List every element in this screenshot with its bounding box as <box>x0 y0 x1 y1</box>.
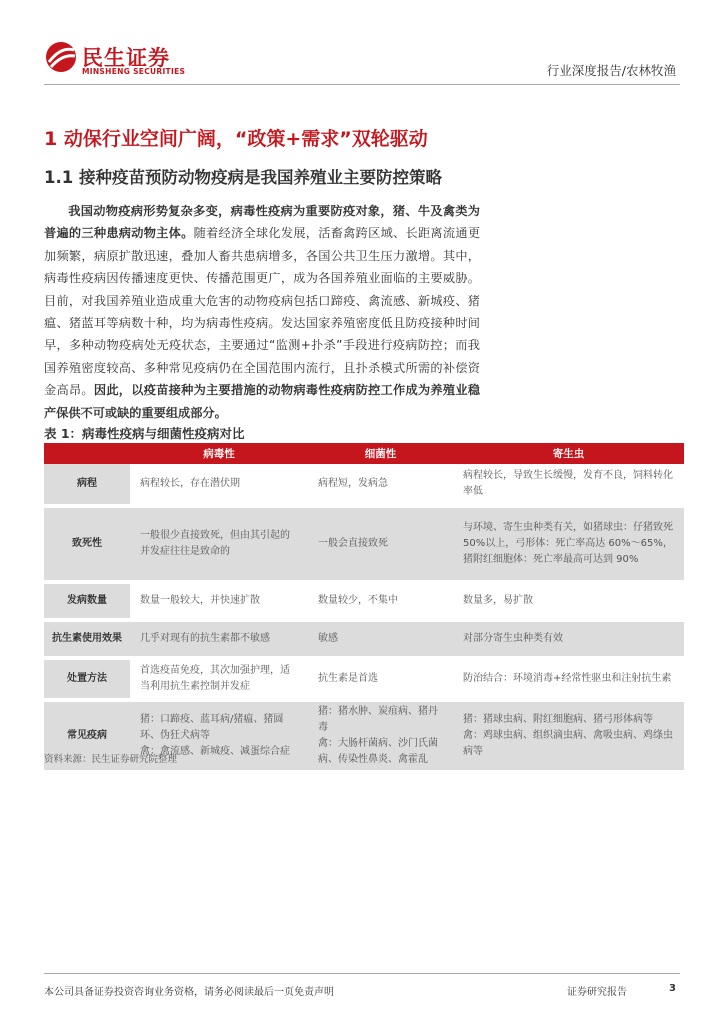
cell-viral: 猪：口蹄疫、蓝耳病/猪瘟、猪圆环、伪狂犬病等 禽：禽流感、新城疫、减蛋综合症 <box>130 700 308 772</box>
cell-parasite: 猪：猪球虫病、附红细胞病、猪弓形体病等 禽：鸡球虫病、组织滴虫病、禽吸虫病、鸡绦虫病等 <box>453 700 684 772</box>
footer-divider <box>44 973 680 974</box>
cell-parasite: 与环境、寄生虫种类有关，如猪球虫：仔猪致死50%以上，弓形体：死亡率高达 60%～65%，猪附红细胞体：死亡率最高可达到 90% <box>453 506 684 582</box>
footer-label: 证券研究报告 <box>567 987 627 998</box>
footer-disclaimer: 本公司具备证券投资咨询业务资格，请务必阅读最后一页免责声明 <box>44 987 334 998</box>
body-paragraph <box>44 200 480 424</box>
table-header-cell <box>44 443 130 464</box>
table-row <box>44 582 684 620</box>
row-label: 常见疫病 <box>44 700 130 772</box>
row-label: 致死性 <box>44 506 130 582</box>
cell-parasite: 对部分寄生虫种类有效 <box>453 620 684 658</box>
table-header-cell: 病毒性 <box>130 443 308 464</box>
cell-viral: 首选疫苗免疫，其次加强护理，适当利用抗生素控制并发症 <box>130 658 308 700</box>
table-header-cell: 细菌性 <box>308 443 453 464</box>
cell-parasite: 防治结合：环境消毒+经常性驱虫和注射抗生素 <box>453 658 684 700</box>
cell-parasite: 病程较长，导致生长缓慢，发育不良，饲料转化率低 <box>453 464 684 506</box>
logo-text-cn: 民生证券 <box>82 46 170 70</box>
cell-parasite: 数量多，易扩散 <box>453 582 684 620</box>
cell-bacterial: 敏感 <box>308 620 453 658</box>
table-header-row <box>44 443 684 464</box>
cell-bacterial: 一般会直接致死 <box>308 506 453 582</box>
table-row <box>44 506 684 582</box>
cell-viral: 一般很少直接致死，但由其引起的并发症往往是致命的 <box>130 506 308 582</box>
header-divider <box>44 84 680 85</box>
cell-viral: 病程较长，存在潜伏期 <box>130 464 308 506</box>
company-logo <box>44 40 184 80</box>
paragraph-lead-bold: 我国动物疫病形势复杂多变，病毒性疫病为重要防疫对象，猪、牛及禽类为普遍的三种患病动物主体。 <box>44 204 480 241</box>
section-heading: 1 动保行业空间广阔，“政策+需求”双轮驱动 <box>44 128 428 150</box>
report-type: 行业深度报告/农林牧渔 <box>546 63 676 78</box>
paragraph-conclusion-bold: 因此，以疫苗接种为主要措施的动物病毒性疫病防控工作成为养殖业稳产保供不可或缺的重要组成部分。 <box>44 383 481 420</box>
row-label: 抗生素使用效果 <box>44 620 130 658</box>
logo-text-en: MINSHENG SECURITIES <box>82 67 186 76</box>
row-label: 处置方法 <box>44 658 130 700</box>
cell-bacterial: 病程短，发病急 <box>308 464 453 506</box>
table-title: 表 1：病毒性疫病与细菌性疫病对比 <box>44 426 245 441</box>
page-header <box>0 0 724 90</box>
cell-bacterial: 数量较少，不集中 <box>308 582 453 620</box>
table-header-cell: 寄生虫 <box>453 443 684 464</box>
cell-viral: 数量一般较大，并快速扩散 <box>130 582 308 620</box>
minsheng-logo-icon <box>44 40 78 74</box>
table-row <box>44 620 684 658</box>
table-row <box>44 658 684 700</box>
table-source: 资料来源：民生证券研究院整理 <box>44 754 178 765</box>
row-label: 发病数量 <box>44 582 130 620</box>
paragraph-body: 随着经济全球化发展，活畜禽跨区域、长距离流通更加频繁，病原扩散迅速，叠加人畜共患病增多，各国公共卫生压力激增。其中，病毒性疫病因传播速度更快、传播范围更广，成为各国养殖业面临的主要威胁。目前，对我国养殖业造成重大危害的动物疫病包括口蹄疫、禽流感、新城疫、猪瘟、猪蓝耳等病数十种，均为病毒性疫病。发达国家养殖密度低且防疫接种时间早，多种动物疫病处无疫状态，主要通过“监测+扑杀”手段进行疫病防控；而我国养殖密度较高、多种常见疫病仍在全国范围内流行，且扑杀模式所需的补偿资金高昂。 <box>44 226 481 398</box>
row-label: 病程 <box>44 464 130 506</box>
disease-comparison-table <box>44 443 684 774</box>
page-number: 3 <box>669 983 676 994</box>
cell-viral: 几乎对现有的抗生素都不敏感 <box>130 620 308 658</box>
table-row <box>44 464 684 506</box>
cell-bacterial: 抗生素是首选 <box>308 658 453 700</box>
cell-bacterial: 猪：猪水肿、炭疽病、猪丹毒 禽：大肠杆菌病、沙门氏菌病、传染性鼻炎、禽霍乱 <box>308 700 453 772</box>
subsection-heading: 1.1 接种疫苗预防动物疫病是我国养殖业主要防控策略 <box>44 168 442 187</box>
